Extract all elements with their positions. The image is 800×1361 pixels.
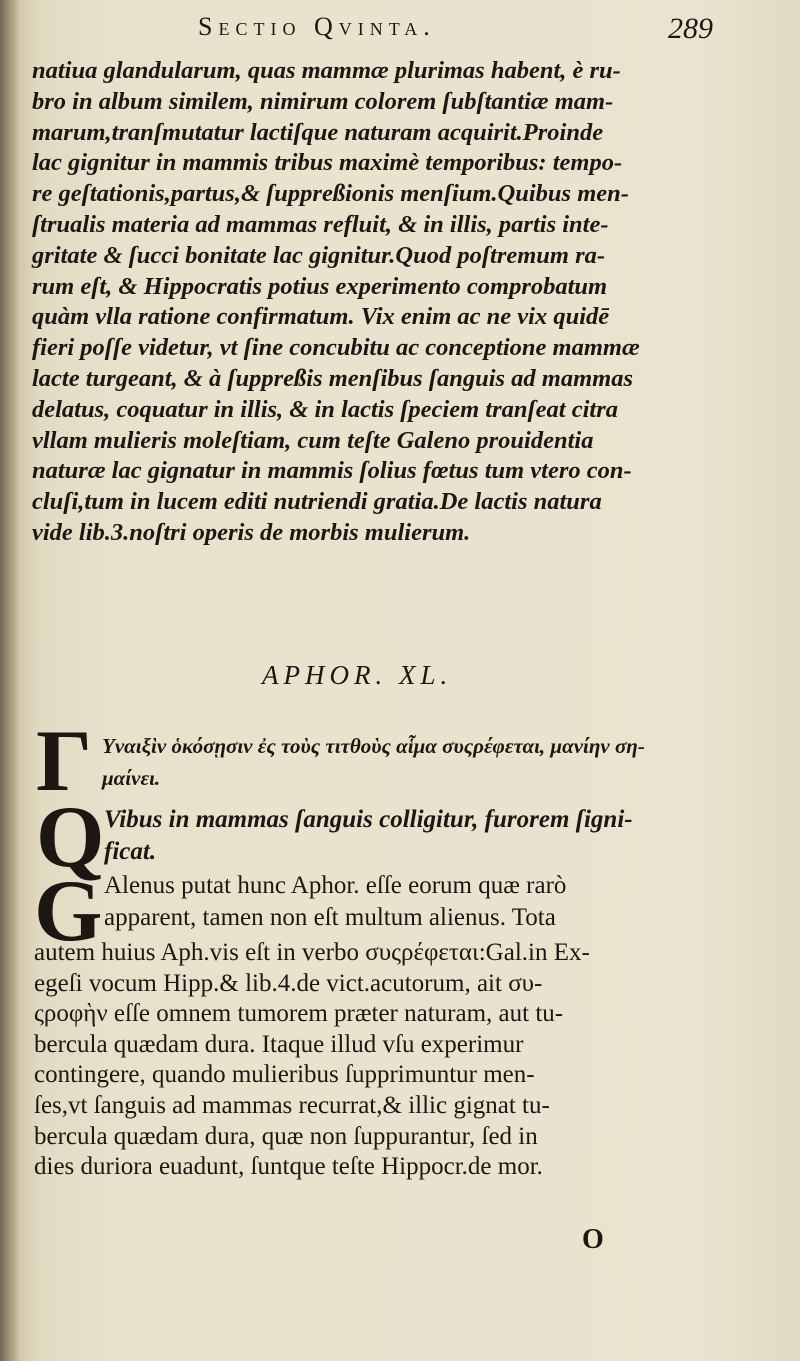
greek-drop-initial: Γ xyxy=(36,713,92,810)
page-gutter xyxy=(0,0,20,1361)
commentary-drop-initial: G xyxy=(34,863,103,960)
commentary-line: dies duriora euadunt, ſuntque teſte Hippocr.de mor. xyxy=(34,1153,543,1181)
text-line: quàm vlla ratione confirmatum. Vix enim ac ne vix quidē xyxy=(32,303,610,331)
greek-aphorism-line: Υναιξὶν ὁκόσῃσιν ἐς τοὺς τιτθοὺς αἷμα συςρέφεται, μανίην ση- xyxy=(102,734,645,758)
catchword: O xyxy=(582,1224,604,1255)
text-line: lac gignitur in mammis tribus maximè temporibus: tempo- xyxy=(32,149,623,177)
text-line: fieri poſſe videtur, vt ſine concubitu ac conceptione mammæ xyxy=(32,334,640,362)
latin-drop-initial: Q xyxy=(36,789,105,886)
page-number: 289 xyxy=(668,12,713,45)
commentary-line: ςροφὴν eſſe omnem tumorem præter naturam, aut tu- xyxy=(34,1000,564,1028)
commentary-line: apparent, tamen non eſt multum alienus. Tota xyxy=(104,904,556,931)
commentary-body xyxy=(34,938,734,1183)
latin-aphorism-line: Vibus in mammas ſanguis colligitur, furorem ſigni- xyxy=(104,806,633,833)
commentary-line: contingere, quando mulieribus ſupprimuntur men- xyxy=(34,1061,535,1089)
text-line: delatus, coquatur in illis, & in lactis ſpeciem tranſeat citra xyxy=(32,395,618,423)
running-head: Sectio Qvinta. xyxy=(198,12,436,41)
italic-commentary xyxy=(32,56,732,549)
greek-aphorism-line: μαίνει. xyxy=(102,766,161,790)
text-line: marum,tranſmutatur lactiſque naturam acquirit.Proinde xyxy=(32,118,604,146)
latin-aphorism-line: ficat. xyxy=(104,838,157,865)
text-line: gritate & ſucci bonitate lac gignitur.Quod poſtremum ra- xyxy=(32,241,606,269)
text-line: lacte turgeant, & à ſuppreßis menſibus ſanguis ad mammas xyxy=(32,364,633,392)
commentary-line: autem huius Aph.vis eſt in verbo συςρέφεται:Gal.in Ex- xyxy=(34,939,590,966)
text-line: ſtrualis materia ad mammas refluit, & in illis, partis inte- xyxy=(32,210,609,238)
aphorism-heading: APHOR. XL. xyxy=(262,660,453,690)
text-line: cluſi,tum in lucem editi nutriendi gratia.De lactis natura xyxy=(32,488,602,516)
text-line: rum eſt, & Hippocratis potius experimento comprobatum xyxy=(32,272,608,300)
commentary-line: egeſi vocum Hipp.& lib.4.de vict.acutorum, ait συ- xyxy=(34,969,543,997)
text-line: vllam mulieris moleſtiam, cum teſte Galeno prouidentia xyxy=(32,426,594,454)
text-line: natiua glandularum, quas mammæ plurimas habent, è ru- xyxy=(32,57,621,84)
text-line: bro in album similem, nimirum colorem ſubſtantiæ mam- xyxy=(32,87,614,115)
text-line: re geſtationis,partus,& ſuppreßionis menſium.Quibus men- xyxy=(32,180,629,208)
text-line: naturæ lac gignatur in mammis ſolius fœtus tum vtero con- xyxy=(32,457,632,485)
commentary-line: bercula quædam dura, quæ non ſuppurantur, ſed in xyxy=(34,1122,538,1150)
commentary-line: bercula quædam dura. Itaque illud vſu experimur xyxy=(34,1030,524,1058)
commentary-line: ſes,vt ſanguis ad mammas recurrat,& illic gignat tu- xyxy=(34,1091,550,1119)
commentary-line: Alenus putat hunc Aphor. eſſe eorum quæ rarò xyxy=(104,872,567,899)
text-line: vide lib.3.noſtri operis de morbis mulierum. xyxy=(32,518,471,546)
